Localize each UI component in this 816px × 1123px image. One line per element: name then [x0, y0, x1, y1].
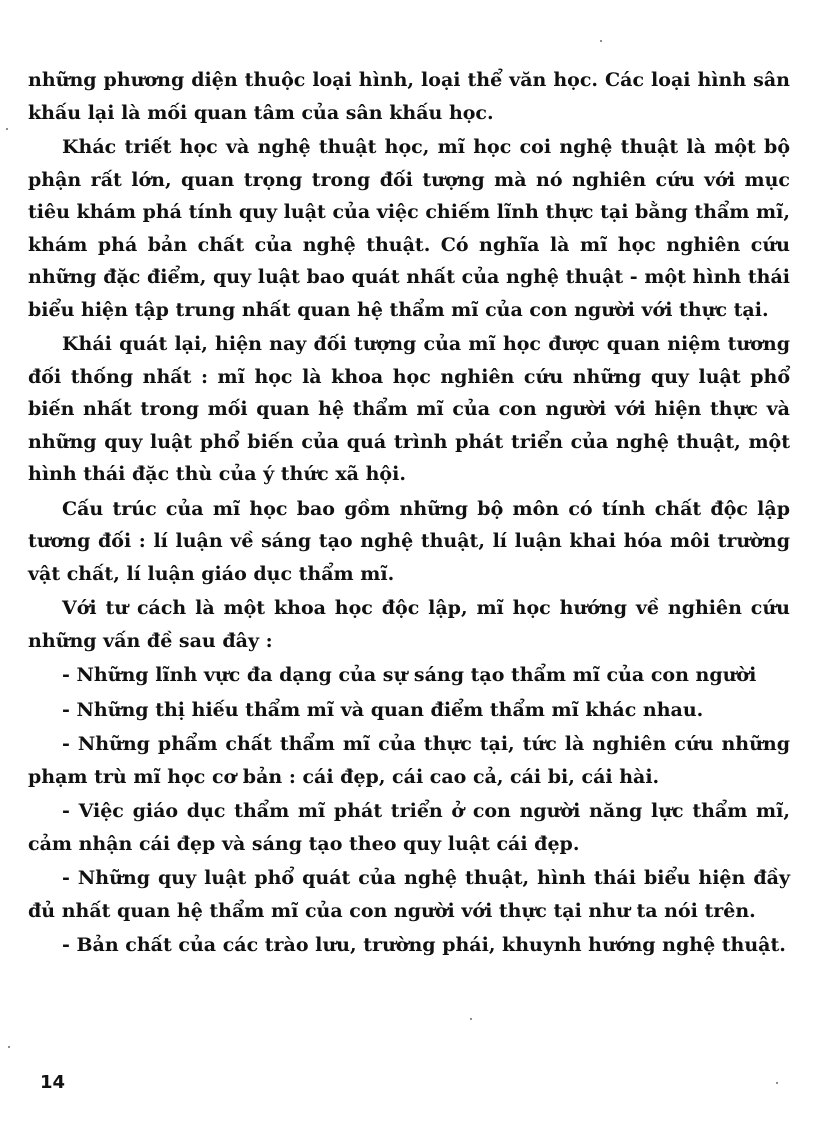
paragraph-structure-of-aesthetics: Cấu trúc của mĩ học bao gồm những bộ môn có tính chất độc lập tương đối : lí luận về sáng tạo nghệ thuật, lí luận khai hóa môi trường vật chất, lí luận giáo dục thẩm mĩ. — [28, 497, 790, 585]
list-item-tastes-views: - Những thị hiếu thẩm mĩ và quan điểm thẩm mĩ khác nhau. — [62, 698, 704, 721]
page-body — [28, 64, 790, 964]
scan-speck — [776, 1082, 778, 1084]
scan-speck — [6, 128, 8, 130]
list-item-universal-laws-of-art: - Những quy luật phổ quát của nghệ thuật, hình thái biểu hiện đầy đủ nhất quan hệ thẩm mĩ của con người với thực tại như ta nói trên. — [28, 867, 790, 922]
list-item-creative-fields: - Những lĩnh vực đa dạng của sự sáng tạo thẩm mĩ của con người — [62, 664, 757, 686]
list-item-aesthetic-qualities: - Những phẩm chất thẩm mĩ của thực tại, tức là nghiên cứu những phạm trù mĩ học cơ bản : cái đẹp, cái cao cả, cái bi, cái hài. — [28, 733, 790, 788]
list-item-art-movements: - Bản chất của các trào lưu, trường phái, khuynh hướng nghệ thuật. — [62, 934, 786, 956]
paragraph-research-issues-intro: Với tư cách là một khoa học độc lập, mĩ học hướng về nghiên cứu những vấn đề sau đây : — [28, 597, 790, 652]
scan-speck — [600, 40, 602, 42]
paragraph-aesthetics-vs-art-studies: Khác triết học và nghệ thuật học, mĩ học coi nghệ thuật là một bộ phận rất lớn, quan trọng trong đối tượng mà nó nghiên cứu với mục tiêu khám phá tính quy luật của việc chiếm lĩnh thực tại bằng thẩm mĩ, khám phá bản chất của nghệ thuật. Có nghĩa là mĩ học nghiên cứu những đặc điểm, quy luật bao quát nhất của nghệ thuật - một hình thái biểu hiện tập trung nhất quan hệ thẩm mĩ của con người với thực tại. — [28, 136, 790, 321]
scan-speck — [470, 1018, 472, 1020]
list-item-aesthetic-education: - Việc giáo dục thẩm mĩ phát triển ở con người năng lực thẩm mĩ, cảm nhận cái đẹp và sáng tạo theo quy luật cái đẹp. — [28, 800, 790, 855]
page-number: 14 — [40, 1072, 66, 1093]
paragraph-object-of-aesthetics: Khái quát lại, hiện nay đối tượng của mĩ học được quan niệm tương đối thống nhất : mĩ học là khoa học nghiên cứu những quy luật phổ biến nhất trong mối quan hệ thẩm mĩ của con người với hiện thực và những quy luật phổ biến của quá trình phát triển của nghệ thuật, một hình thái đặc thù của ý thức xã hội. — [28, 333, 790, 485]
paragraph-continuation: những phương diện thuộc loại hình, loại thể văn học. Các loại hình sân khấu lại là mối quan tâm của sân khấu học. — [28, 69, 790, 124]
scan-speck — [8, 1046, 10, 1048]
